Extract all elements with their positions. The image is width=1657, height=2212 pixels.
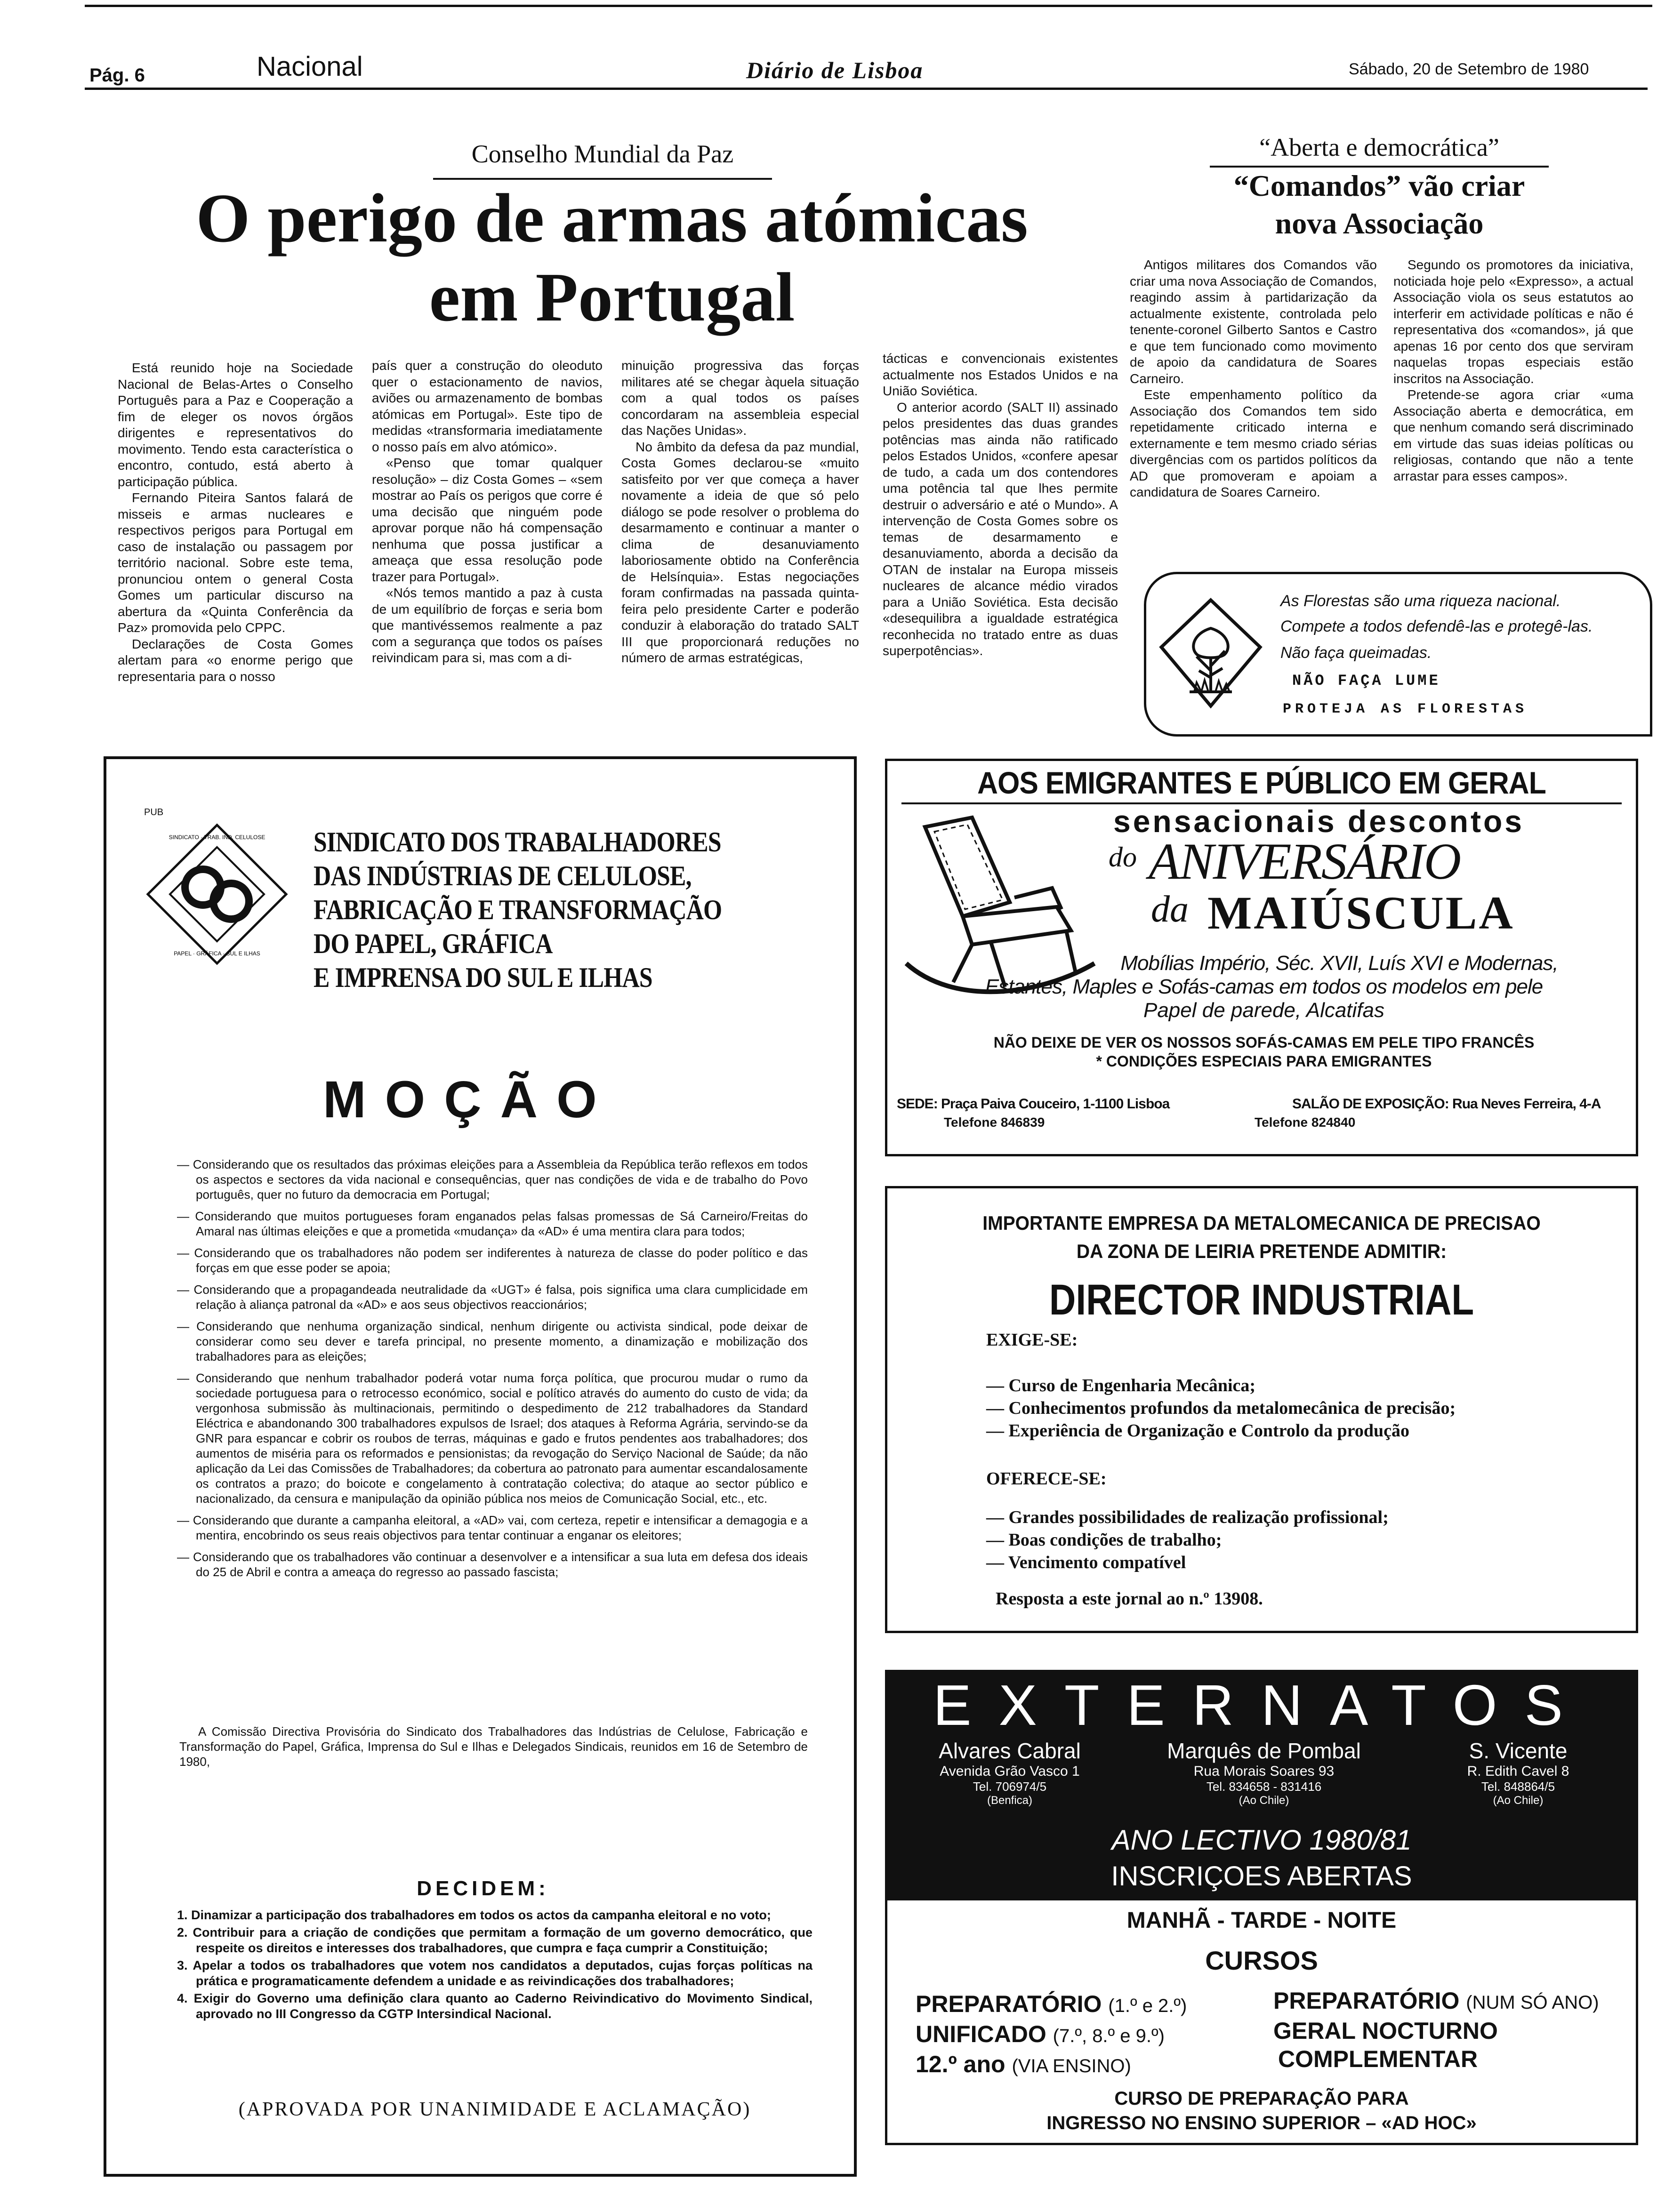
prep-line-1: CURSO DE PREPARAÇÃO PARA <box>1114 2088 1409 2109</box>
list-item: — Considerando que os trabalhadores vão continuar a desenvolver e a intensificar a sua luta em defesa dos ideais do 25 de Abril e contra a ameaça do regresso ao passado fascista; <box>177 1550 808 1579</box>
job-line-2: DA ZONA DE LEIRIA PRETENDE ADMITIR: <box>1076 1240 1447 1262</box>
school-area: (Ao Chile) <box>1239 1794 1289 1807</box>
decidem-heading: DECIDEM: <box>417 1877 549 1900</box>
school-phone: Tel. 848864/5 <box>1481 1779 1555 1794</box>
union-title-line: DO PAPEL, GRÁFICA <box>314 928 553 959</box>
paragraph: Declarações de Costa Gomes alertam para «o enorme perigo que representaria para o nosso <box>118 636 353 684</box>
course-name: PREPARATÓRIO <box>916 1991 1102 2017</box>
course-detail: (1.º e 2.º) <box>1108 1996 1187 2016</box>
list-item: — Considerando que durante a campanha eleitoral, a «AD» vai, com certeza, repetir e intensificar a demagogia e a mentira, encobrindo os seus reais objectivos para tentar continuar a enganar os eleitores; <box>177 1513 808 1542</box>
list-item: — Considerando que nenhuma organização sindical, nenhum dirigente ou activista sindical, pode deixar de considerar como seu dever e tarefa principal, no presente momento, a dinamização e mobilização dos trabalhadores para as eleições; <box>177 1319 808 1363</box>
job-ad <box>885 1186 1638 1633</box>
school-phone: Tel. 706974/5 <box>973 1779 1047 1794</box>
list-item: 1. Dinamizar a participação dos trabalhadores em todos os actos da campanha eleitoral e no voto; <box>177 1908 771 1922</box>
school-prep <box>887 2086 1636 2135</box>
list-item: — Considerando que os resultados das próximas eleições para a Assembleia da República terão reflexos em todos os aspectos e sectores da vida nacional e consequências, quer nas condições de vida e de trabalho do Povo português, quer no futuro da democracia em Portugal; <box>177 1157 808 1202</box>
school-open: INSCRIÇOES ABERTAS <box>1111 1861 1412 1891</box>
paragraph: No âmbito da defesa da paz mundial, Costa Gomes declarou-se «muito satisfeito por ver que começa a haver novamente a ideia de que só pelo diálogo se pode resolver o problema do desarmamento e continuar a manter o clima de desanuviamento laboriosamente obtido na Conferência de Helsínquia». Estas negociações foram confirmadas na passada quinta-feira pelo presidente Carter e poderão conduzir à elaboração do tratado SALT III que proporcionará reduções no número de armas estratégicas, <box>621 439 859 665</box>
union-ad <box>104 756 857 2177</box>
paragraph: «Nós temos mantido a paz à custa de um equilíbrio de forças e seria bom que mantivéssemos realmente a paz com a segurança que todos os países reivindicam para si, mas com a di- <box>372 585 603 665</box>
side-kicker: “Aberta e democrática” <box>1259 133 1499 161</box>
paragraph: Segundo os promotores da iniciativa, noticiada hoje pelo «Expresso», a actual Associação viola os seus estatutos ao interferir em actividade políticas e não é representativa dos «comandos», já que apenas 16 por cento dos que serviram naquelas tropas especiais estão inscritos na Associação. <box>1393 257 1633 386</box>
headline-line-2: em Portugal <box>429 259 795 336</box>
furniture-line-3: ANIVERSÁRIO <box>1149 833 1461 890</box>
union-title-line: FABRICAÇÃO E TRANSFORMAÇÃO <box>314 894 722 925</box>
mocao-closing: A Comissão Directiva Provisória do Sindicato dos Trabalhadores das Indústrias de Celulose, Fabricação e Transformação do Papel, Gráfica, Imprensa do Sul e Ilhas e Delegados Sindicais, reunidos em 16 de Setembro de 1980, <box>179 1724 808 1769</box>
list-item: 2. Contribuir para a criação de condições que permitam a formação de um governo democrático, que respeite os direitos e interesses dos trabalhadores, que cumpra e faça cumprir a Constituição; <box>177 1925 812 1955</box>
furniture-tel-1: Telefone 846839 <box>944 1115 1045 1130</box>
forest-line-1: As Florestas são uma riqueza nacional. <box>1280 592 1561 610</box>
furniture-line-8: NÃO DEIXE DE VER OS NOSSOS SOFÁS-CAMAS EM PELE TIPO FRANCÊS <box>993 1034 1535 1051</box>
school-times: MANHÃ - TARDE - NOITE <box>1126 1908 1397 1933</box>
article-column-3 <box>621 358 859 666</box>
school-address: Rua Morais Soares 93 <box>1193 1763 1335 1779</box>
paragraph: tácticas e convencionais existentes actualmente nos Estados Unidos e na União Soviética. <box>883 351 1118 398</box>
prep-line-2: INGRESSO NO ENSINO SUPERIOR – «AD HOC» <box>1046 2113 1477 2133</box>
school-name: S. Vicente <box>1469 1739 1568 1763</box>
paragraph: país quer a construção do oleoduto quer o estacionamento de navios, aviões ou armazenamento de bombas atómicas em Portugal». Este tipo de medidas «transformaria imediatamente o nosso país em alvo atómico». <box>372 358 603 454</box>
school-year: ANO LECTIVO 1980/81 <box>1111 1824 1412 1856</box>
job-requirements <box>986 1374 1456 1442</box>
school-1 <box>901 1738 1118 1807</box>
paragraph: Antigos militares dos Comandos vão criar uma nova Associação de Comandos, reagindo assim à partidarização da actualmente existente, controlada pelo tenente-coronel Gilberto Santos e Castro e que tem funcionado como movimento de apoio da candidatura de Soares Carneiro. <box>1130 257 1377 386</box>
forest-line-2: Compete a todos defendê-las e protegê-las. <box>1280 617 1593 635</box>
offer-item: — Vencimento compatível <box>986 1553 1186 1572</box>
course-name: COMPLEMENTAR <box>1278 2046 1478 2072</box>
requirement-item: — Conhecimentos profundos da metalomecânica de precisão; <box>986 1398 1456 1418</box>
school-phone: Tel. 834658 - 831416 <box>1206 1779 1322 1794</box>
paragraph: Este empenhamento político da Associação dos Comandos tem sido repetidamente criticado interna e externamente e tem mesmo criado sérias divergências com os partidos políticos da AD que promoveram e apoiam a candidatura de Soares Carneiro. <box>1130 387 1377 499</box>
school-header <box>887 1672 1636 1900</box>
page-number: Pág. 6 <box>89 65 145 86</box>
school-name: Marquês de Pombal <box>1167 1739 1361 1763</box>
svg-text:SINDICATO · TRAB. IND. CELULOS: SINDICATO · TRAB. IND. CELULOSE <box>169 834 265 841</box>
furniture-line-6: Estantes, Maples e Sofás-camas em todos os modelos em pele <box>985 975 1543 998</box>
union-logo-icon <box>144 821 290 967</box>
side-headline-line-1: “Comandos” vão criar <box>1233 169 1525 202</box>
school-3 <box>1410 1738 1626 1807</box>
course-detail: (7.º, 8.º e 9.º) <box>1053 2026 1165 2046</box>
headline-line-1: O perigo de armas atómicas <box>196 180 1028 257</box>
school-area: (Ao Chile) <box>1493 1794 1544 1807</box>
school-address: R. Edith Cavel 8 <box>1467 1763 1569 1779</box>
course-right <box>1273 1987 1599 2073</box>
article-headline <box>118 179 1106 337</box>
furniture-sede: SEDE: Praça Paiva Couceiro, 1-1100 Lisboa <box>897 1096 1170 1112</box>
decisions-list <box>177 1907 812 2024</box>
list-item: 3. Apelar a todos os trabalhadores que votem nos candidatos a deputados, cujas forças políticas na prática e programaticamente defendem a unidade e as reivindicações dos trabalhadores; <box>177 1958 812 1988</box>
offer-item: — Boas condições de trabalho; <box>986 1530 1222 1550</box>
furniture-line-5: Mobílias Império, Séc. XVII, Luís XVI e Modernas, <box>1120 952 1558 975</box>
job-reply: Resposta a este jornal ao n.º 13908. <box>996 1589 1263 1609</box>
forest-line-4: NÃO FAÇA LUME <box>1292 672 1440 689</box>
article-column-2 <box>372 358 603 666</box>
furniture-line-4: MAIÚSCULA <box>1207 887 1515 939</box>
job-oferece-heading: OFERECE-SE: <box>986 1469 1107 1489</box>
school-area: (Benfica) <box>987 1794 1033 1807</box>
side-column-2 <box>1393 257 1633 484</box>
article-kicker: Conselho Mundial da Paz <box>471 140 734 168</box>
approval-note: (APROVADA POR UNANIMIDADE E ACLAMAÇÃO) <box>238 2099 751 2120</box>
list-item: — Considerando que nenhum trabalhador poderá votar numa força política, que procurou mudar o rumo da sociedade portuguesa para o retrocesso económico, social e político através do aumento do custo de vida; da vergonhosa submissão às multinacionais, permitindo o despedimento de 212 trabalhadores da Standard Eléctrica e abandonando 300 trabalhadores expulsos de Israel; dos ataques à Reforma Agrária, servindo-se da GNR para espancar e cobrir os roubos de terras, máquinas e gado e frutos pendentes aos trabalhadores; dos aumentos de miséria para os reformados e pensionistas; da revogação do Serviço Nacional de Saúde; da não aplicação da Lei das Comissões de Trabalhadores; da cobertura ao patronato para aumentar escandalosamente os contratos a prazo; do boicote e congelamento à contratação colectiva; do ataque ao sector público e nacionalizado, da censura e manipulação da opinião pública nos meios de Comunicação Social, etc., etc. <box>177 1371 808 1506</box>
forest-line-5: PROTEJA AS FLORESTAS <box>1283 701 1528 717</box>
article-column-1 <box>118 360 353 685</box>
pub-label: PUB <box>144 807 164 817</box>
school-2 <box>1156 1738 1372 1807</box>
furniture-line-1: AOS EMIGRANTES E PÚBLICO EM GERAL <box>977 765 1546 800</box>
furniture-line-9: * CONDIÇÕES ESPECIAIS PARA EMIGRANTES <box>1096 1053 1432 1070</box>
union-title-line: DAS INDÚSTRIAS DE CELULOSE, <box>314 860 692 891</box>
requirement-item: — Experiência de Organização e Controlo da produção <box>986 1421 1409 1441</box>
school-ad <box>885 1670 1638 2145</box>
section-name: Nacional <box>257 51 363 82</box>
considerandos-list <box>177 1157 808 1586</box>
newspaper-name: Diário de Lisboa <box>746 57 924 83</box>
furniture-line-2: sensacionais descontos <box>1113 804 1524 839</box>
forest-line-3: Não faça queimadas. <box>1280 644 1432 662</box>
job-title: DIRECTOR INDUSTRIAL <box>1049 1276 1474 1324</box>
issue-date: Sábado, 20 de Setembro de 1980 <box>1349 60 1589 78</box>
school-name: Alvares Cabral <box>939 1739 1081 1763</box>
course-name: UNIFICADO <box>916 2021 1046 2047</box>
furniture-do: do <box>1109 842 1137 873</box>
side-headline <box>1163 167 1596 242</box>
tree-icon <box>1157 595 1265 713</box>
paragraph: Fernando Piteira Santos falará de misseis e armas nucleares e respectivos perigos para Portugal em caso de instalação ou passagem por território nacional. Sobre este tema, pronunciou ontem o general Costa Gomes um particular discurso na abertura da «Quinta Conferência da Paz» promovida pelo CPPC. <box>118 490 353 635</box>
paragraph: Está reunido hoje na Sociedade Nacional de Belas-Artes o Conselho Português para a Paz e Cooperação a fim de eleger os novos órgãos dirigentes e representativos do movimento. Tendo esta característica o encontro, contudo, está aberto à participação pública. <box>118 361 353 489</box>
paragraph: Pretende-se agora criar «uma Associação aberta e democrática, em que nenhum comando será discriminado em virtude das suas ideias políticas ou religiosas, contando que não a tente arrastar para esses campos». <box>1393 387 1633 483</box>
furniture-da: da <box>1151 889 1189 930</box>
masthead-rule-top <box>85 5 1652 7</box>
requirement-item: — Curso de Engenharia Mecânica; <box>986 1376 1256 1395</box>
job-line-1: IMPORTANTE EMPRESA DA METALOMECANICA DE PRECISAO <box>982 1212 1541 1234</box>
furniture-line-7: Papel de parede, Alcatifas <box>1143 999 1385 1022</box>
furniture-tel-2: Telefone 824840 <box>1255 1115 1356 1130</box>
list-item: 4. Exigir do Governo uma definição clara quanto ao Caderno Reivindicativo do Movimento Sindical, aprovado no III Congresso da CGTP Intersindical Nacional. <box>177 1991 812 2021</box>
offer-item: — Grandes possibilidades de realização profissional; <box>986 1507 1389 1527</box>
school-address: Avenida Grão Vasco 1 <box>940 1763 1080 1779</box>
list-item: — Considerando que a propagandeada neutralidade da «UGT» é falsa, pois significa uma clara cumplicidade em relação à aliança patronal da «AD» e aos seus objectivos reaccionários; <box>177 1282 808 1312</box>
paragraph: minuição progressiva das forças militares até se chegar àquela situação com a qual todos os países concordaram na assembleia especial das Nações Unidas». <box>621 358 859 438</box>
furniture-salao: SALÃO DE EXPOSIÇÃO: Rua Neves Ferreira, 4-A <box>1292 1096 1601 1112</box>
masthead-rule <box>85 88 1648 90</box>
job-offers <box>986 1506 1389 1574</box>
list-item: — Considerando que muitos portugueses foram enganados pelas falsas promessas de Sá Carneiro/Freitas do Amaral nas últimas eleições e que a prometida «mudança» da «AD» é uma mentira clara para todos; <box>177 1209 808 1238</box>
furniture-ad <box>885 759 1638 1156</box>
job-exige-heading: EXIGE-SE: <box>986 1330 1078 1350</box>
course-name: GERAL NOCTURNO <box>1273 2018 1498 2044</box>
union-title-line: SINDICATO DOS TRABALHADORES <box>314 826 721 858</box>
paragraph: O anterior acordo (SALT II) assinado pelos presidentes das duas grandes potências mas ainda não ratificado pelos Estados Unidos, «confere apesar de tudo, a cada um dos contendores uma potência tal que lhes permite destruir o adversário e até o Mundo». A intervenção de Costa Gomes sobre os temas de desarmamento e desanuviamento, aborda a decisão da OTAN de instalar na Europa misseis nucleares de alcance médio virados para a União Soviética. Esta decisão «desequilibra a igualdade estratégica reconhecida no tratado entre as duas superpotências». <box>883 400 1118 658</box>
school-title: EXTERNATOS <box>933 1673 1590 1737</box>
article-column-4 <box>883 351 1118 659</box>
forest-ad <box>1144 572 1652 737</box>
course-detail: (VIA ENSINO) <box>1012 2056 1131 2076</box>
side-column-1 <box>1130 257 1377 501</box>
svg-text:PAPEL · GRÁFICA · SUL E ILHAS: PAPEL · GRÁFICA · SUL E ILHAS <box>174 950 260 957</box>
course-detail: (NUM SÓ ANO) <box>1466 1992 1599 2013</box>
course-left <box>916 1990 1187 2080</box>
paragraph: «Penso que tomar qualquer resolução» – diz Costa Gomes – «sem mostrar ao País os perigos que corre é uma decisão que ninguém pode aprovar porque não há compensação nenhuma que possa justificar a ameaça que essa resolução pode trazer para Portugal». <box>372 456 603 584</box>
school-cursos: CURSOS <box>1205 1946 1318 1975</box>
list-item: — Considerando que os trabalhadores não podem ser indiferentes à natureza de classe do poder político e das forças em que esse poder se apoia; <box>177 1246 808 1275</box>
union-title <box>314 825 722 994</box>
course-name: 12.º ano <box>916 2051 1005 2077</box>
course-name: PREPARATÓRIO <box>1273 1988 1460 2014</box>
side-headline-line-2: nova Associação <box>1275 207 1484 240</box>
union-title-line: E IMPRENSA DO SUL E ILHAS <box>314 962 652 993</box>
mocao-heading: MOÇÃO <box>323 1071 616 1129</box>
